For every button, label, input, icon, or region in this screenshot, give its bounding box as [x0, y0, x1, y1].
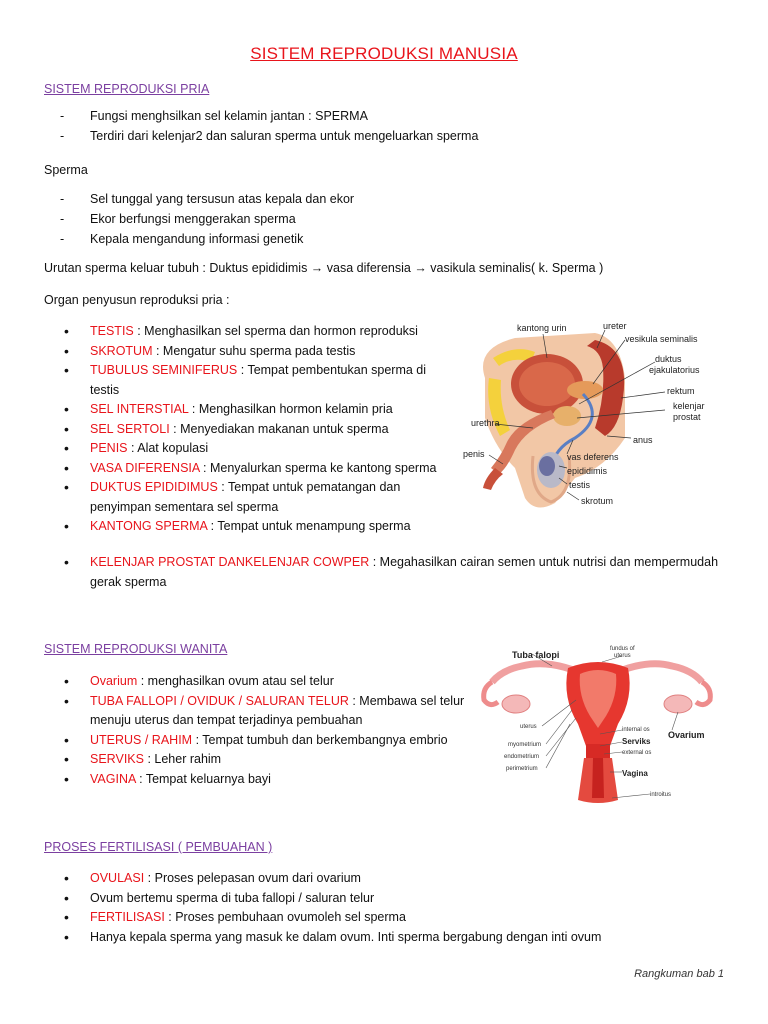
label-urethra: urethra — [471, 418, 500, 428]
bullet-icon: • — [64, 518, 69, 534]
list-item: - Fungsi menghsilkan sel kelamin jantan : SPERMA — [60, 109, 368, 123]
label-myometrium: myometrium — [508, 742, 542, 748]
label-external-os: external os — [622, 750, 652, 756]
list-item: • TUBA FALLOPI / OVIDUK / SALURAN TELUR : Membawa sel telur menuju uterus dan tempat terjadinya pembuahan — [64, 692, 465, 727]
list-item: • OVULASI : Proses pelepasan ovum dari ovarium — [60, 869, 740, 889]
list-item: • FERTILISASI : Proses pembuhaan ovumoleh sel sperma — [60, 908, 740, 928]
label-prostat: prostat — [673, 412, 701, 422]
label-kantong-urin: kantong urin — [517, 323, 567, 333]
bullet-icon: • — [64, 323, 69, 339]
label-fundus: fundus of — [610, 646, 635, 652]
bullet-icon: • — [64, 401, 69, 417]
bullet-icon: • — [64, 554, 69, 570]
label-ejakulatorius: ejakulatorius — [649, 365, 700, 375]
list-item: • PENIS : Alat kopulasi — [60, 439, 440, 459]
bullet-icon: • — [64, 342, 69, 359]
fertilization-list — [60, 869, 740, 947]
bullet-icon: • — [64, 770, 69, 787]
bullet-icon: • — [64, 870, 69, 886]
label-vesikula: vesikula seminalis — [625, 334, 698, 344]
label-rektum: rektum — [667, 386, 695, 396]
male-points-list — [60, 106, 478, 146]
female-reproductive-diagram — [472, 638, 722, 806]
label-endometrium: endometrium — [504, 754, 540, 760]
bullet-icon: • — [64, 459, 69, 476]
list-item: - Kepala mengandung informasi genetik — [60, 232, 304, 246]
male-section-heading: SISTEM REPRODUKSI PRIA — [44, 82, 210, 96]
label-kelenjar: kelenjar — [673, 401, 705, 411]
label-duktus: duktus — [655, 354, 682, 364]
bullet-icon: • — [64, 928, 69, 945]
bullet-icon: • — [64, 362, 69, 378]
label-epididimis: epididimis — [567, 466, 608, 476]
list-item: • VAGINA : Tempat keluarnya bayi — [60, 770, 475, 790]
label-skrotum: skrotum — [581, 496, 614, 506]
label-testis: testis — [569, 480, 591, 490]
list-item: • SKROTUM : Mengatur suhu sperma pada testis — [60, 342, 440, 362]
bullet-icon: • — [64, 479, 69, 495]
label-serviks: Serviks — [622, 737, 651, 746]
list-item: • KELENJAR PROSTAT DANKELENJAR COWPER : Megahasilkan cairan semen untuk nutrisi dan mempermudah gerak sperma — [64, 554, 719, 589]
list-item: • Ovum bertemu sperma di tuba fallopi / saluran telur — [60, 889, 740, 909]
list-item: • SEL INTERSTIAL : Menghasilkan hormon kelamin pria — [60, 400, 440, 420]
label-anus: anus — [633, 435, 653, 445]
bullet-icon: • — [64, 440, 69, 456]
male-reproductive-diagram — [455, 318, 725, 514]
label-ureter: ureter — [603, 321, 627, 331]
label-vas-deferens: vas deferens — [567, 452, 619, 462]
sperma-label: Sperma — [44, 163, 88, 177]
label-penis: penis — [463, 449, 485, 459]
list-item: • TESTIS : Menghasilkan sel sperma dan hormon reproduksi — [60, 322, 440, 342]
sperma-points-list — [60, 189, 354, 249]
list-item: • SERVIKS : Leher rahim — [60, 750, 475, 770]
bullet-icon: • — [64, 692, 69, 709]
label-uterus: uterus — [520, 724, 537, 730]
list-item: - Sel tunggal yang tersusun atas kepala dan ekor — [60, 192, 355, 206]
male-organ-list — [60, 322, 440, 537]
list-item: • KANTONG SPERMA : Tempat untuk menampung sperma — [60, 517, 440, 537]
list-item: • UTERUS / RAHIM : Tempat tumbuh dan berkembangnya embrio — [60, 731, 475, 751]
list-item: • TUBULUS SEMINIFERUS : Tempat pembentukan sperma di testis — [64, 362, 427, 397]
list-item: - Terdiri dari kelenjar2 dan saluran sperma untuk mengeluarkan sperma — [60, 129, 479, 143]
bullet-icon: • — [64, 731, 69, 748]
bullet-icon: • — [64, 889, 69, 906]
fertilization-section-heading: PROSES FERTILISASI ( PEMBUAHAN ) — [44, 840, 273, 854]
page-title: SISTEM REPRODUKSI MANUSIA — [250, 44, 518, 63]
list-item: - Ekor berfungsi menggerakan sperma — [60, 212, 296, 226]
male-organ-list-last — [60, 553, 740, 592]
bullet-icon: • — [64, 909, 69, 925]
label-perimetrium: perimetrium — [506, 766, 538, 772]
list-item: • DUKTUS EPIDIDIMUS : Tempat untuk pematangan dan penyimpan sementara sel sperma — [64, 479, 401, 514]
list-item: • Hanya kepala sperma yang masuk ke dalam ovum. Inti sperma bergabung dengan inti ovum — [60, 928, 740, 948]
label-vagina: Vagina — [622, 769, 648, 778]
female-section-heading: SISTEM REPRODUKSI WANITA — [44, 642, 228, 656]
label-fundus-uterus: uterus — [614, 653, 631, 659]
footer-text: Rangkuman bab 1 — [634, 968, 724, 980]
list-item: • VASA DIFERENSIA : Menyalurkan sperma ke kantong sperma — [60, 459, 440, 479]
label-internal-os: internal os — [622, 727, 650, 733]
bullet-icon: • — [64, 673, 69, 689]
organ-label: Organ penyusun reproduksi pria : — [44, 293, 230, 307]
label-introitus: introitus — [650, 792, 672, 798]
female-organ-list — [60, 672, 475, 789]
bullet-icon: • — [64, 751, 69, 767]
list-item: • SEL SERTOLI : Menyediakan makanan untuk sperma — [60, 420, 440, 440]
list-item: • Ovarium : menghasilkan ovum atau sel telur — [60, 672, 475, 692]
bullet-icon: • — [64, 420, 69, 437]
label-tuba-falopi: Tuba falopi — [512, 650, 560, 660]
urutan-text: Urutan sperma keluar tubuh : Duktus epididimis → vasa diferensia → vasikula seminalis( k. Sperma ) — [44, 261, 604, 275]
label-ovarium: Ovarium — [668, 730, 705, 740]
